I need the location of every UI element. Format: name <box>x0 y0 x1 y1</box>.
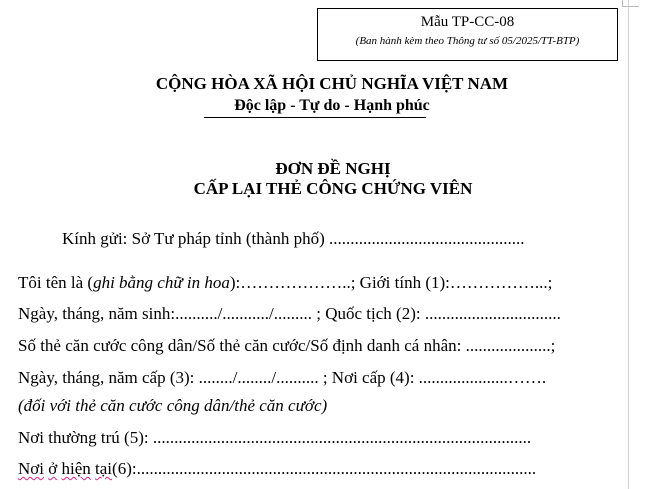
id-number-line: Số thẻ căn cước công dân/Số thẻ căn cước/Số định danh cá nhân: ....................; <box>18 336 556 355</box>
name-gender-fill: ):………………..; Giới tính (1):……………...; <box>229 273 553 292</box>
motto-underline <box>204 117 426 118</box>
id-note: (đối với thẻ căn cước công dân/thẻ căn cước) <box>18 396 328 415</box>
form-code-note: (Ban hành kèm theo Thông tư số 05/2025/TT-BTP) <box>355 35 580 47</box>
permanent-residence-line: Nơi thường trú (5): ......................................................................................... <box>18 428 532 447</box>
current-residence-word-4: tại <box>95 459 113 478</box>
addressee-line: Kính gửi: Sở Tư pháp tỉnh (thành phố) .............................................. <box>62 229 525 248</box>
current-residence-word-1: Nơi <box>18 459 44 478</box>
crop-mark-top-right <box>622 0 629 7</box>
current-residence-line <box>18 459 536 479</box>
birth-nationality-line: Ngày, tháng, năm sinh:........../.........../......... ; Quốc tịch (2): ................................ <box>18 304 561 323</box>
crop-mark-right <box>629 6 639 7</box>
name-gender-line <box>18 273 552 293</box>
form-code-title: Mẫu TP-CC-08 <box>420 14 515 30</box>
motto: Độc lập - Tự do - Hạnh phúc <box>234 97 430 114</box>
name-hint: ghi bằng chữ in hoa <box>93 273 230 292</box>
issue-date-place-line: Ngày, tháng, năm cấp (3): ......../......../.......... ; Nơi cấp (4): .....................……. <box>18 368 547 387</box>
national-title: CỘNG HÒA XÃ HỘI CHỦ NGHĨA VIỆT NAM <box>155 74 509 93</box>
current-residence-fill: (6):.............................................................................................. <box>112 459 537 478</box>
document-subtitle: CẤP LẠI THẺ CÔNG CHỨNG VIÊN <box>193 179 473 198</box>
name-label: Tôi tên là ( <box>18 273 94 292</box>
current-residence-word-2: ở <box>48 459 58 478</box>
current-residence-word-3: hiện <box>61 459 91 478</box>
form-code-box <box>317 8 618 61</box>
document-title: ĐƠN ĐỀ NGHỊ <box>275 159 391 178</box>
